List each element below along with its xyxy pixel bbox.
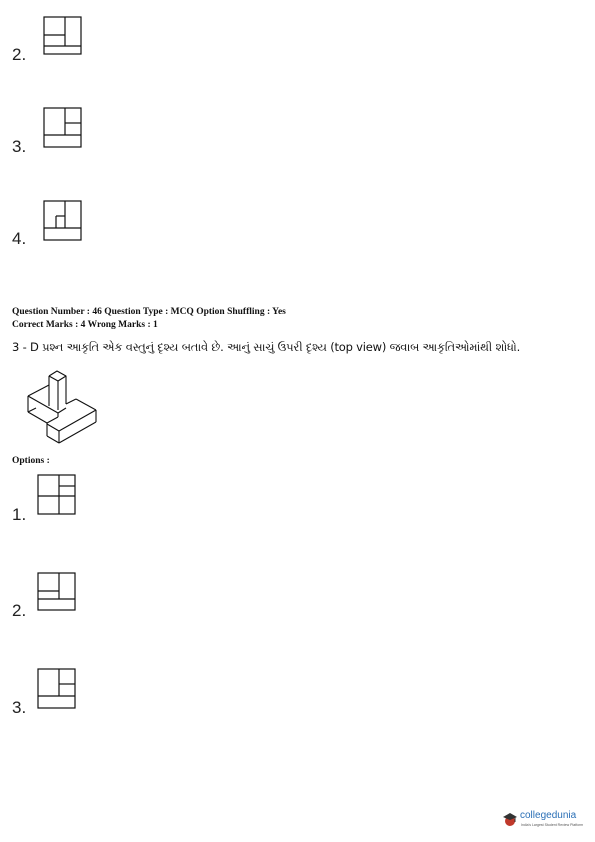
option-number: 3.: [12, 137, 27, 156]
option-number: 2.: [12, 45, 27, 64]
question-text: 3 - D પ્રશ્ન આકૃતિ એક વસ્તુનું દૃશ્ય બતાવે છે. આનું સાચું ઉપરી દૃશ્ય (top view) જવાબ આકૃતિઓમાંથી શોધો.: [12, 340, 521, 354]
question-meta-line-1: Question Number : 46 Question Type : MCQ Option Shuffling : Yes: [12, 307, 286, 317]
isometric-3d-object: [16, 368, 100, 448]
top-view-option-1[interactable]: [37, 474, 77, 516]
top-view-option-2[interactable]: [37, 572, 77, 612]
top-view-option-3[interactable]: [37, 668, 77, 710]
question-meta-line-2: Correct Marks : 4 Wrong Marks : 1: [12, 320, 158, 330]
collegedunia-logo: [502, 808, 592, 832]
top-view-option-b: [43, 107, 83, 149]
logo-name: collegedunia: [520, 810, 577, 821]
logo-tagline: India's Largest Student Review Platform: [521, 823, 584, 827]
option-number: 1.: [12, 505, 27, 524]
options-label: Options :: [12, 456, 50, 466]
top-view-option-c: [43, 200, 83, 242]
option-number: 3.: [12, 698, 27, 717]
graduation-cap-logo-icon: [502, 811, 518, 827]
top-view-option-a: [43, 16, 83, 56]
option-number: 4.: [12, 229, 27, 248]
option-number: 2.: [12, 601, 27, 620]
